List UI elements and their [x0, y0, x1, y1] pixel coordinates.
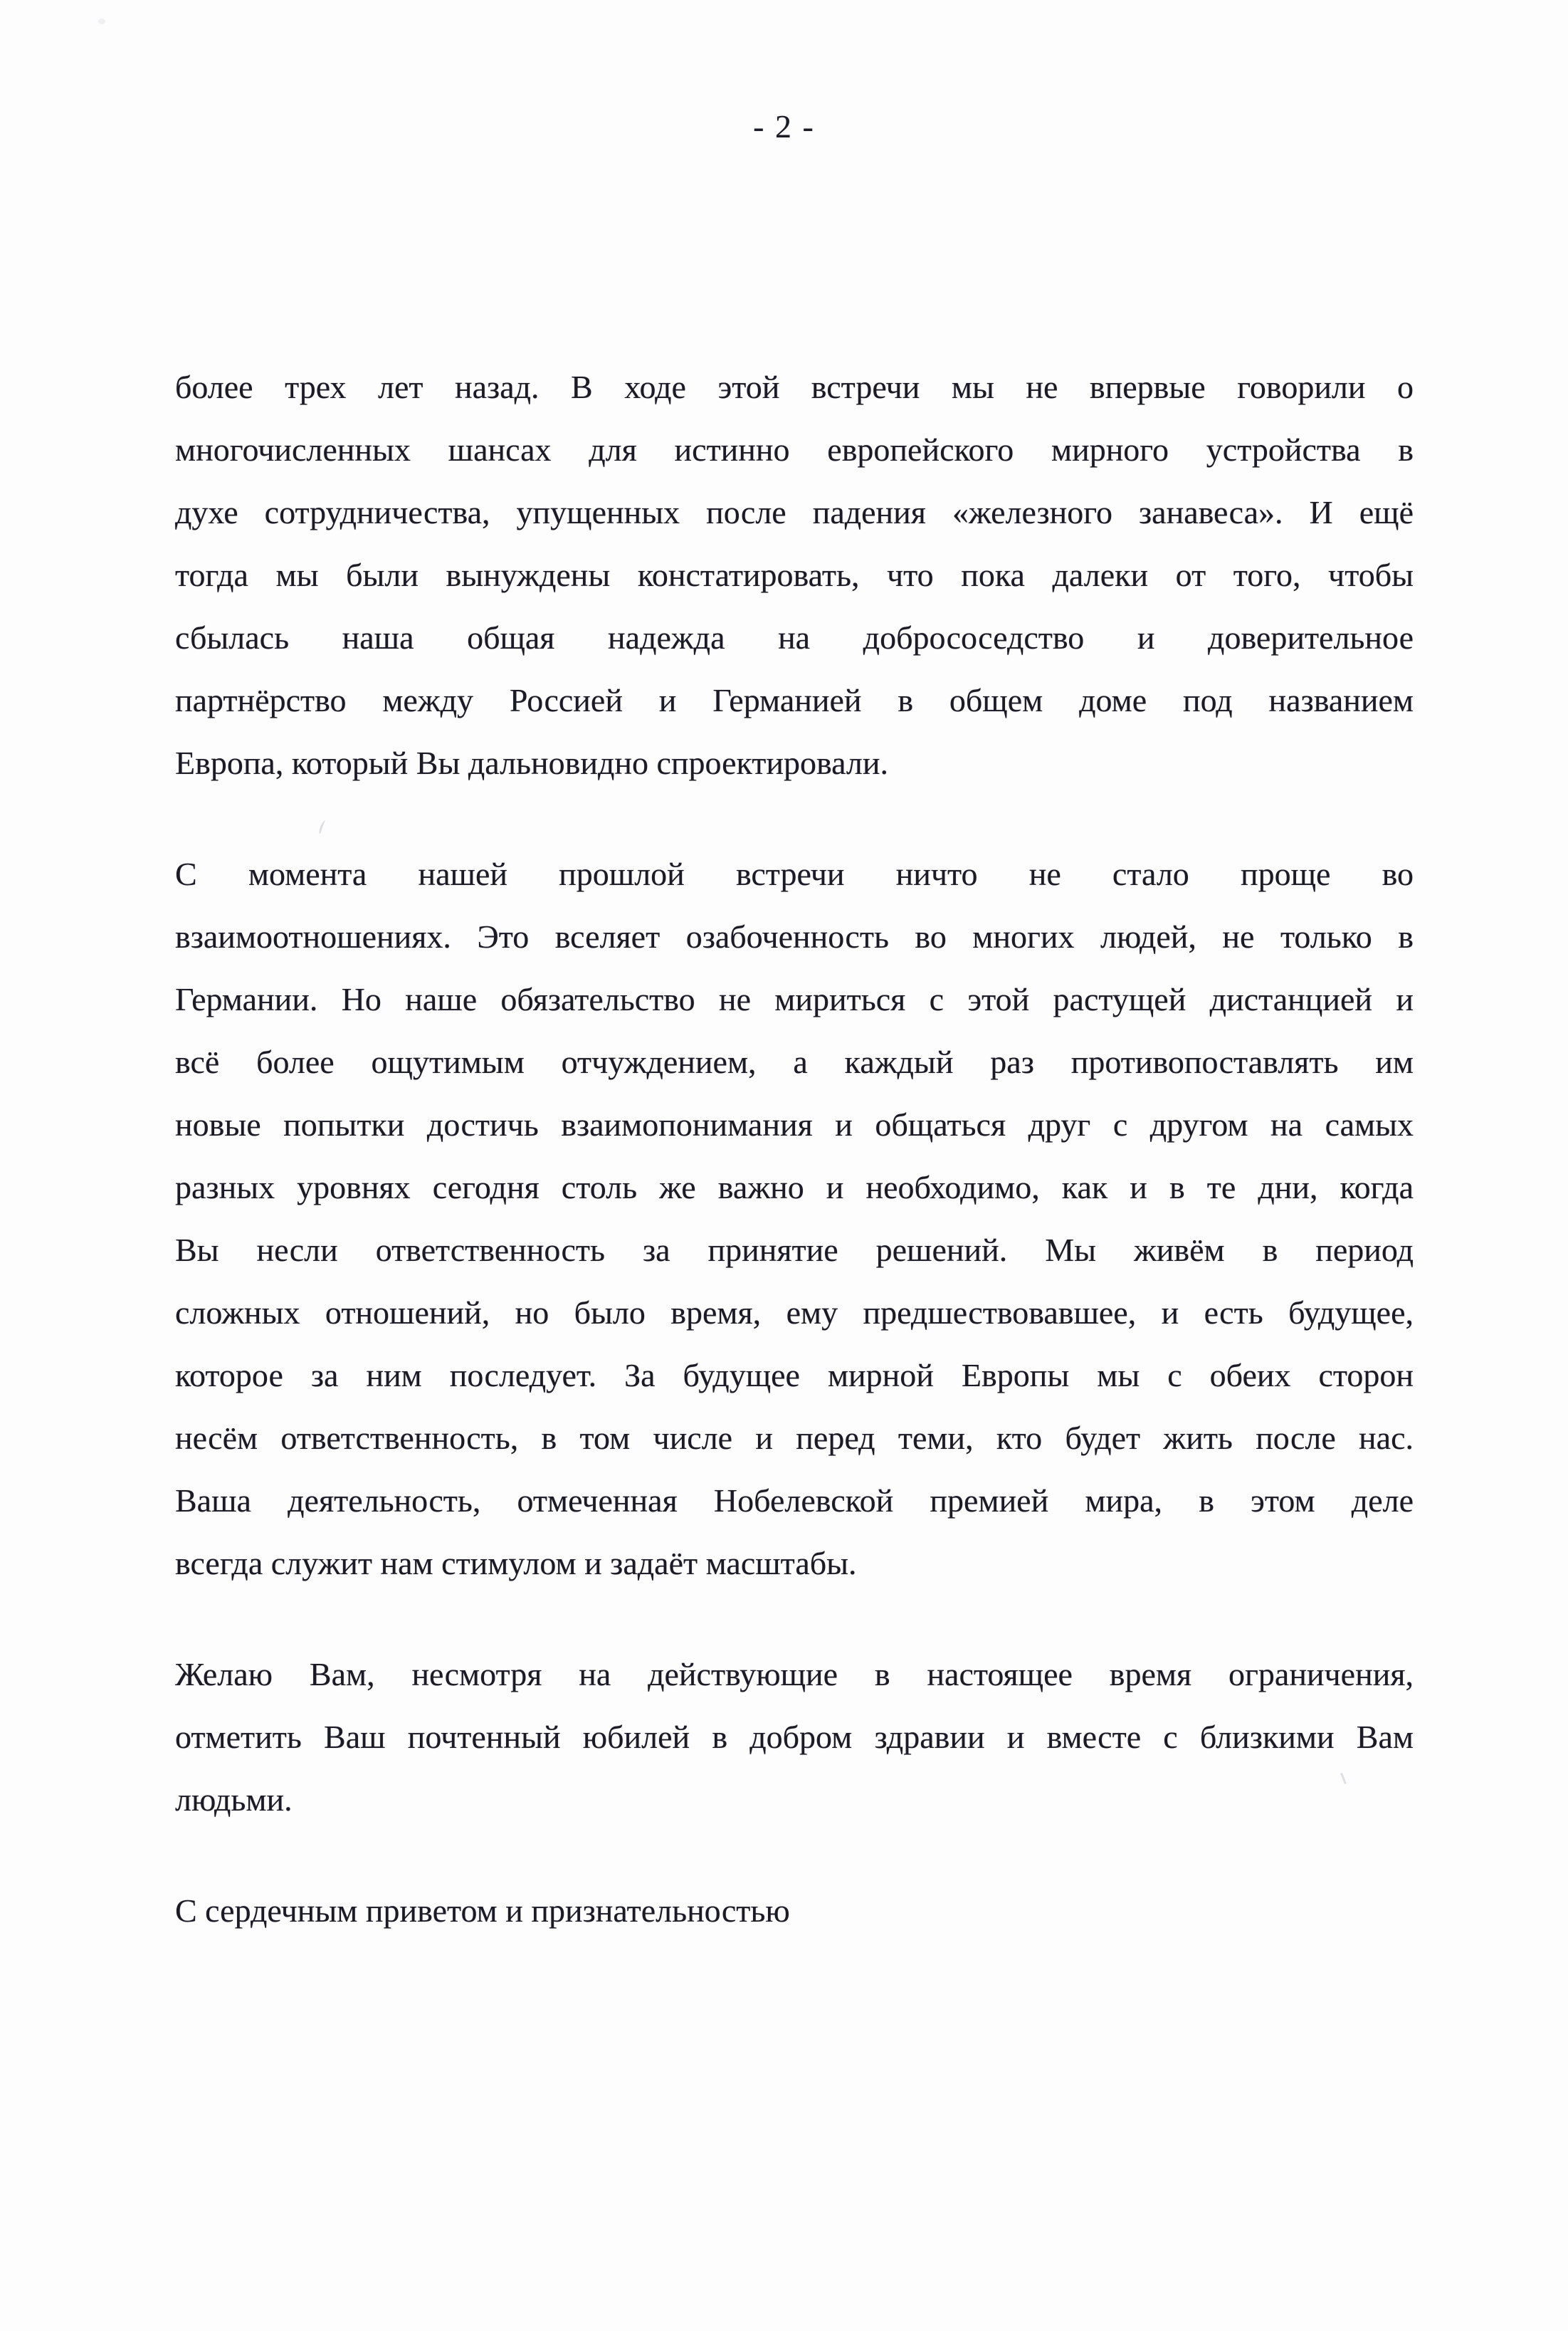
text-line: Ваша деятельность, отмеченная Нобелевской премией мира, в этом деле: [175, 1482, 1414, 1519]
paragraph-3: [175, 1643, 1414, 1831]
paragraph-2: [175, 843, 1414, 1595]
text-line: всегда служит нам стимулом и задаёт масштабы.: [175, 1545, 857, 1581]
text-line: взаимоотношениях. Это вселяет озабоченность во многих людей, не только в: [175, 918, 1414, 955]
scan-artifact: [98, 19, 105, 24]
text-line: С момента нашей прошлой встречи ничто не стало проще во: [175, 856, 1414, 892]
text-line: отметить Ваш почтенный юбилей в добром здравии и вместе с близкими Вам: [175, 1719, 1414, 1755]
paragraph-1: [175, 356, 1414, 795]
text-line: духе сотрудничества, упущенных после падения «железного занавеса». И ещё: [175, 494, 1414, 530]
page-number: - 2 -: [753, 108, 815, 145]
text-line: разных уровнях сегодня столь же важно и необходимо, как и в те дни, когда: [175, 1169, 1414, 1205]
text-line: всё более ощутимым отчуждением, а каждый раз противопоставлять им: [175, 1044, 1414, 1080]
letter-body: [175, 356, 1414, 1942]
text-line: многочисленных шансах для истинно европейского мирного устройства в: [175, 431, 1414, 468]
text-line: более трех лет назад. В ходе этой встречи мы не впервые говорили о: [175, 369, 1414, 405]
text-line: Желаю Вам, несмотря на действующие в настоящее время ограничения,: [175, 1656, 1414, 1692]
text-line: С сердечным приветом и признательностью: [175, 1892, 790, 1929]
text-line: которое за ним последует. За будущее мирной Европы мы с обеих сторон: [175, 1357, 1414, 1393]
text-line: Германии. Но наше обязательство не мириться с этой растущей дистанцией и: [175, 981, 1414, 1017]
text-line: тогда мы были вынуждены констатировать, что пока далеки от того, чтобы: [175, 557, 1414, 593]
text-line: Вы несли ответственность за принятие решений. Мы живём в период: [175, 1232, 1414, 1268]
text-line: людьми.: [175, 1781, 293, 1818]
text-line: несём ответственность, в том числе и перед теми, кто будет жить после нас.: [175, 1420, 1414, 1456]
text-line: сложных отношений, но было время, ему предшествовавшее, и есть будущее,: [175, 1294, 1414, 1331]
text-line: сбылась наша общая надежда на добрососедство и доверительное: [175, 619, 1414, 656]
text-line: новые попытки достичь взаимопонимания и общаться друг с другом на самых: [175, 1106, 1414, 1143]
closing-salutation: [175, 1880, 1414, 1942]
text-line: Европа, который Вы дальновидно спроектировали.: [175, 745, 888, 781]
text-line: партнёрство между Россией и Германией в общем доме под названием: [175, 682, 1414, 718]
